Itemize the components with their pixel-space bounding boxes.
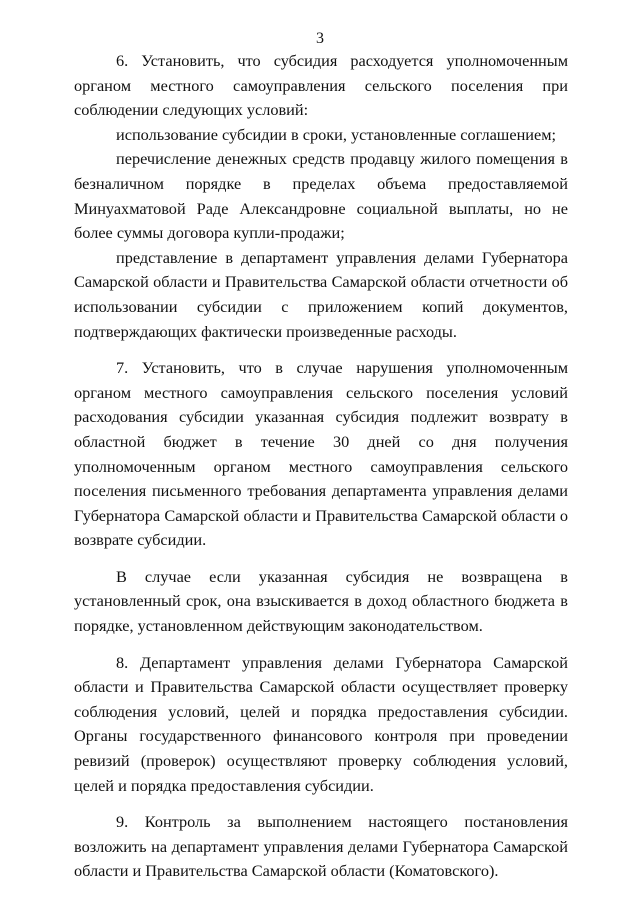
paragraph-6-condition-terms: использование субсидии в сроки, установленные соглашением; [116, 124, 557, 144]
page-number: 3 [316, 30, 324, 47]
paragraph-7-recovery: В случае если указанная субсидия не возвращена в установленный срок, она взыскивается в доход областного бюджета в порядке, установленном действующим законодательством. [74, 566, 568, 636]
paragraph-8: 8. Департамент управления делами Губернатора Самарской области и Правительства Самарской области осуществляет проверку соблюдения условий, целей и порядка предоставления субсидии. Органы государственного финансового контроля при проведении ревизий (проверок) осуществляют проверку соблюдения условий, целей и порядка предоставления субсидии. [74, 652, 568, 795]
paragraph-7: 7. Установить, что в случае нарушения уполномоченным органом местного самоуправления сельского поселения условий расходования субсидии указанная субсидия подлежит возврату в областной бюджет в течение 30 дней со дня получения уполномоченным органом местного самоуправления сельского поселения письменного требования департамента управления делами Губернатора Самарской области и Правительства Самарской области о возврате субсидии. [74, 358, 568, 550]
paragraph-6-condition-transfer: перечисление денежных средств продавцу жилого помещения в безналичном порядке в пределах объема предоставляемой Минуахматовой Раде Александровне социальной выплаты, но не более суммы договора купли-продажи; [74, 149, 568, 243]
paragraph-6-intro: 6. Установить, что субсидия расходуется уполномоченным органом местного самоуправления сельского поселения при соблюдении следующих условий: [74, 51, 568, 120]
document-body [74, 49, 568, 884]
paragraph-6-condition-reporting: представление в департамент управления делами Губернатора Самарской области и Правительства Самарской области отчетности об использовании субсидии с приложением копий документов, подтверждающих фактически произведенные расходы. [74, 247, 568, 341]
paragraph-9: 9. Контроль за выполнением настоящего постановления возложить на департамент управления делами Губернатора Самарской области и Правительства Самарской области (Коматовского). [74, 812, 568, 881]
